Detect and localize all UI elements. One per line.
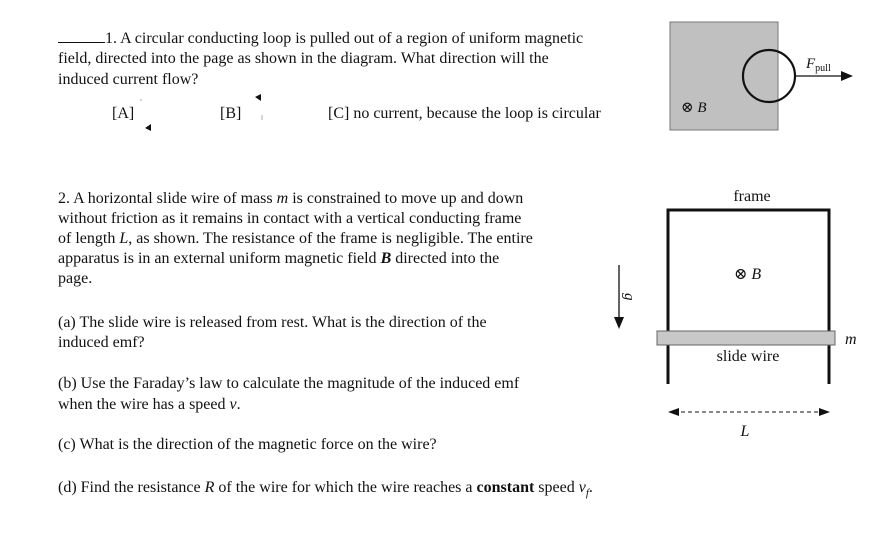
q1-option-a[interactable] (112, 104, 134, 124)
q2-intro-line-4-end: directed into the (395, 250, 500, 267)
q2-part-b-speed-var: v (229, 396, 237, 413)
q2-part-d-resistance-var: R (204, 479, 215, 496)
q1-number: 1. (105, 30, 117, 47)
q2-part-d-end: . (588, 479, 593, 496)
gravity-indicator (608, 262, 642, 334)
q1-option-b-figure (243, 92, 267, 132)
q1-field-label: ⊗ B (681, 100, 707, 116)
q2-part-c: (c) What is the direction of the magnetic force on the wire? (58, 436, 437, 453)
q2-part-a-line-2: induced emf? (58, 334, 145, 351)
q1-text-line-1: A circular conducting loop is pulled out of a region of uniform magnetic (120, 30, 584, 47)
q1-text-line-2: field, directed into the page as shown in the diagram. What direction will the (58, 50, 549, 67)
q2-part-d-sub: f (585, 487, 589, 500)
pull-force-label-sub: pull (815, 63, 831, 74)
q1-option-b[interactable] (220, 104, 241, 124)
q2-intro-line-5: page. (58, 270, 93, 287)
q1-option-a-label: [A] (112, 105, 135, 122)
slide-wire-label: slide wire (716, 348, 780, 365)
clockwise-arrow-icon (255, 94, 261, 101)
pull-force-arrow-icon (841, 71, 853, 81)
q2-part-b-line-2 (58, 395, 241, 415)
q2-part-b-end: . (236, 396, 241, 413)
q2-intro-length-var: L (119, 230, 129, 247)
length-arrow-right-icon (819, 408, 830, 416)
gravity-arrow-icon (614, 317, 624, 329)
q2-intro-line-3 (58, 229, 533, 249)
q2-part-d-start: (d) Find the resistance (58, 479, 201, 496)
q2-part-d-speed: speed (538, 479, 575, 496)
q2-part-b-line-2-start: when the wire has a speed (58, 396, 226, 413)
q2-intro-line-4-start: apparatus is in an external uniform magnetic field (58, 250, 377, 267)
mass-label: m (845, 331, 857, 348)
q2-intro-line-3-end: , as shown. The resistance of the frame is negligible. The entire (128, 230, 533, 247)
q2-part-d-bold: constant (476, 479, 535, 496)
frame-label: frame (733, 188, 771, 205)
q2-field-label: ⊗ B (734, 266, 762, 283)
q2-part-d (58, 478, 593, 503)
q2-intro-line-2: without friction as it remains in contact with a vertical conducting frame (58, 210, 522, 227)
counterclockwise-arrow-icon (145, 124, 151, 131)
slide-wire[interactable] (657, 331, 835, 345)
gravity-label: g (621, 293, 637, 301)
q2-part-d-mid: of the wire for which the wire reaches a (218, 479, 473, 496)
q2-part-b-line-1: (b) Use the Faraday’s law to calculate the magnitude of the induced emf (58, 375, 520, 392)
q1-option-b-label: [B] (220, 105, 242, 122)
q1-option-a-dot (140, 99, 142, 101)
pull-force-label (805, 56, 831, 74)
q2-intro-field-var-text: B (380, 250, 392, 267)
q1-text-line-3: induced current flow? (58, 71, 199, 88)
q1-option-a-figure (137, 94, 159, 134)
q2-intro-line-1 (58, 189, 523, 209)
length-label: L (740, 423, 750, 440)
q2-diagram (648, 180, 868, 440)
q2-intro-line-1-end: is constrained to move up and down (292, 190, 524, 207)
q2-intro-mass-var: m (276, 190, 289, 207)
q1-option-c[interactable]: [C] no current, because the loop is circular (328, 105, 601, 122)
q2-intro-line-1-start: 2. A horizontal slide wire of mass (58, 190, 273, 207)
q1-answer-blank[interactable] (58, 28, 105, 43)
q2-intro-line-3-start: of length (58, 230, 116, 247)
q1-line-1 (58, 28, 583, 49)
q2-intro-line-4 (58, 249, 499, 269)
q1-diagram (665, 18, 865, 138)
q2-part-d-final-speed-var (578, 479, 589, 500)
q2-part-d-v: v (578, 479, 586, 496)
length-arrow-left-icon (668, 408, 679, 416)
q2-intro-field-var (381, 250, 392, 267)
q2-part-a-line-1: (a) The slide wire is released from rest. What is the direction of the (58, 314, 487, 331)
pull-force-label-main: F (806, 56, 816, 72)
